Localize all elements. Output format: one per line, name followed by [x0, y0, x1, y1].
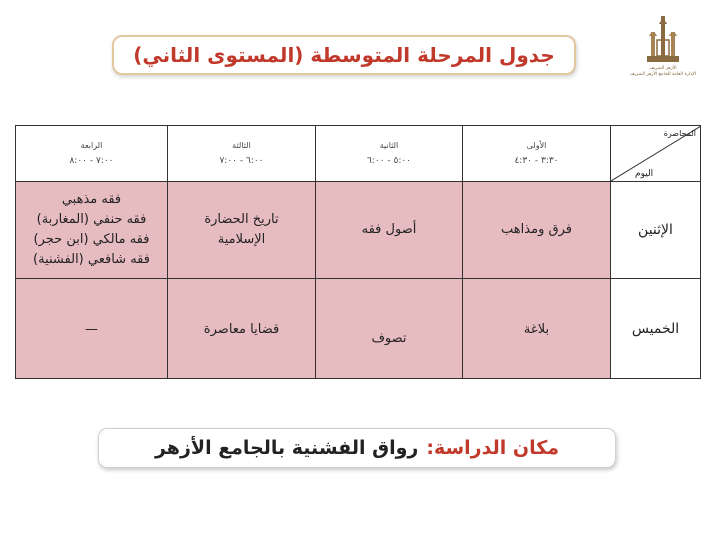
table-cell [168, 279, 316, 379]
lecture-time: ٧:٠٠ - ٨:٠٠ [69, 156, 114, 166]
logo-line-1: الأزهر الشريف [649, 66, 677, 71]
lecture-time: ٦:٠٠ - ٧:٠٠ [219, 156, 264, 166]
cell-line: أصول فقه [361, 222, 417, 237]
lecture-name: الرابعة [80, 141, 103, 150]
header-row [16, 126, 701, 182]
location-label: مكان الدراسة [433, 437, 560, 459]
cell-line: تصوف [371, 330, 407, 346]
header-lecture-4 [16, 126, 168, 182]
cell-line: فرق ومذاهب [501, 222, 572, 237]
logo-line-2: الإدارة العامة للجامع الأزهر الشريف [629, 72, 697, 77]
location-separator: : [426, 437, 434, 459]
cell-line: — [85, 321, 98, 337]
lecture-name: الثالثة [232, 141, 251, 150]
azhar-logo [614, 14, 712, 94]
mosque-logo-icon [645, 14, 681, 66]
table-cell [16, 279, 168, 379]
table-cell [463, 279, 611, 379]
table-cell [168, 182, 316, 279]
lecture-name: الأولى [526, 141, 547, 150]
table-cell [316, 279, 463, 379]
schedule-table [15, 125, 701, 379]
lecture-time: ٥:٠٠ - ٦:٠٠ [366, 156, 412, 166]
corner-cell [611, 126, 701, 182]
day-cell: الخميس [611, 279, 701, 379]
cell-line: الإسلامية [217, 232, 266, 247]
table-cell [16, 182, 168, 279]
table-row-thursday [16, 279, 701, 379]
header-lecture-1 [463, 126, 611, 182]
table-cell [463, 182, 611, 279]
study-location [98, 428, 616, 468]
corner-day-label: اليوم [635, 169, 654, 179]
cell-line: تاريخ الحضارة [204, 212, 279, 227]
table-cell [316, 182, 463, 279]
lecture-name: الثانية [379, 141, 399, 150]
lecture-time: ٣:٣٠ - ٤:٣٠ [514, 156, 559, 166]
corner-lecture-label: المحاضرة [663, 129, 696, 138]
day-cell: الإثنين [611, 182, 701, 279]
location-value: رواق الفشنية بالجامع الأزهر [154, 437, 419, 459]
cell-line: قضايا معاصرة [203, 321, 280, 337]
page-title: جدول المرحلة المتوسطة (المستوى الثاني) [112, 35, 576, 75]
cell-line: بلاغة [523, 321, 550, 337]
table-row-monday [16, 182, 701, 279]
cell-line: فقه شافعي (الفشنية) [33, 252, 150, 267]
cell-line: فقه مذهبي [61, 192, 122, 207]
cell-line: فقه مالكي (ابن حجر) [33, 232, 150, 247]
cell-line: فقه حنفي (المغاربة) [36, 212, 147, 227]
header-lecture-2 [316, 126, 463, 182]
header-lecture-3 [168, 126, 316, 182]
